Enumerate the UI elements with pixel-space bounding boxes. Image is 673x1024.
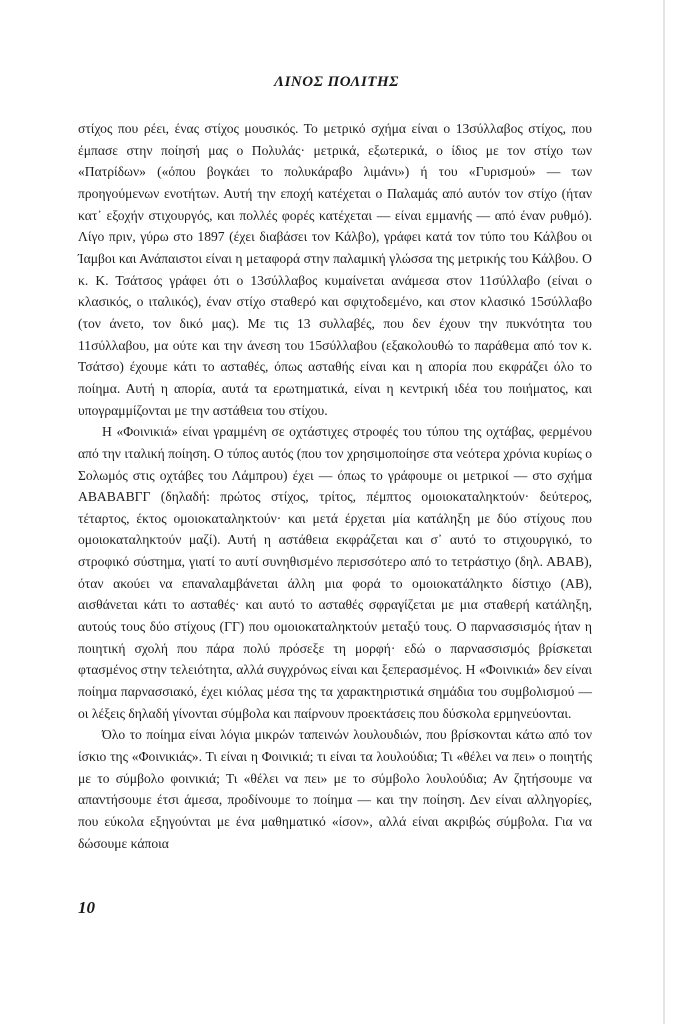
paragraph-3: Όλο το ποίημα είναι λόγια μικρών ταπεινών λουλουδιών, που βρίσκονται κάτω από τον ίσκιο της «Φοινικιάς». Τι είναι η Φοινικιά; τι είναι τα λουλούδια; Τι «θέλει να πει» ο ποιητής με το σύμβολο φοινικιά; Τι «θέλει να πει» με το σύμβολο λουλούδια; Αν ζητήσουμε να απαντήσουμε έτσι άμεσα, προδίνουμε το ποίημα — και την ποίηση. Δεν είναι αλληγορίες, που εύκολα εξηγούνται με ένα μαθηματικό «ίσον», αλλά είναι ακριβώς σύμβολα. Για να δώσουμε κάποια (78, 727, 592, 851)
body-text (78, 118, 592, 854)
running-head: ΛΙΝΟΣ ΠΟΛΙΤΗΣ (274, 74, 399, 90)
paragraph-2: Η «Φοινικιά» είναι γραμμένη σε οχτάστιχες στροφές του τύπου της οχτάβας, φερμένου από την ιταλική ποίηση. Ο τύπος αυτός (που τον χρησιμοποίησε στα νεότερα χρόνια κυρίως ο Σολωμός στις οχτάβες του Λάμπρου) έχει — όπως το γράφουμε οι μετρικοί — στο σχήμα ΑΒΑΒΑΒΓΓ (δηλαδή: πρώτος στίχος, τρίτος, πέμπτος ομοιοκαταληκτούν· δεύτερος, τέταρτος, έκτος ομοιοκαταληκτούν· και μετά έρχεται μία κατάληξη με δύο στίχους που ομοιοκαταληκτούν μαζί). Αυτή η αστάθεια εκφράζεται και σ᾽ αυτό το στιχουργικό, το στροφικό σύστημα, γιατί το αυτί συνηθισμένο περισσότερο από το τετράστιχο (δηλ. ΑΒΑΒ), όταν ακούει να επαναλαμβάνεται άλλη μια φορά το ομοιοκατάληκτο δίστιχο (ΑΒ), αισθάνεται κάτι το ασταθές· και αυτό το ασταθές σφραγίζεται με μια σταθερή κατάληξη, αυτούς τους δύο στίχους (ΓΓ) που ομοιοκαταληκτούν μεταξύ τους. Ο παρνασσισμός ήταν η ποιητική σχολή που πάρα πολύ πρόσεξε τη μορφή· εδώ ο παρνασσισμός βρίσκεται φτασμένος στην τελειότητα, αλλά συγχρόνως είναι και ξεπερασμένος. Η «Φοινικιά» δεν είναι ποίημα παρνασσιακό, έχει κιόλας μέσα της τα χαρακτηριστικά σημάδια του συμβολισμού — οι λέξεις δηλαδή γίνονται σύμβολα και παίρνουν προεκτάσεις που δύσκολα ερμηνεύονται. (78, 424, 592, 721)
paragraph-1: στίχος που ρέει, ένας στίχος μουσικός. Το μετρικό σχήμα είναι ο 13σύλλαβος στίχος, που έμπασε στην ποίησή μας ο Πολυλάς· μετρικά, εξωτερικά, ο ίδιος με τον στίχο των «Πατρίδων» («όπου βογκάει το πολυκάραβο λιμάνι») ή του «Γυρισμού» — των προηγούμενων ενοτήτων. Αυτή την εποχή κατέχεται ο Παλαμάς από αυτόν τον στίχο (ήταν κατ᾽ εξοχήν στιχουργός, και πολλές φορές κατέχεται — είναι εμμανής — από έναν ρυθμό). Λίγο πριν, γύρω στο 1897 (έχει διαβάσει τον Κάλβο), γράφει κατά τον τύπο του Κάλβου οι Ίαμβοι και Ανάπαιστοι είναι η μεταφορά στην παλαμική γλώσσα της μετρικής του Κάλβου. Ο κ. Κ. Τσάτσος γράφει ότι ο 13σύλλαβος κυμαίνεται ανάμεσα στον 11σύλλαβο (είναι ο κλασικός, ο ιταλικός), έναν στίχο σταθερό και σφιχτοδεμένο, και στον κλασικό 15σύλλαβο (τον άνετο, τον δικό μας). Με τις 13 συλλαβές, που δεν έχουν την πυκνότητα του 11σύλλαβου, μα ούτε και την άνεση του 15σύλλαβου (εξακολουθώ το παράθεμα από τον κ. Τσάτσο) έχουμε κάτι το ασταθές, όπως ασταθής είναι και η απορία που εκφράζει όλο το ποίημα. Αυτή η απορία, αυτά τα ερωτηματικά, είναι η κεντρική ιδέα του ποιήματος, και υπογραμμίζονται με την αστάθεια του στίχου. (78, 121, 592, 418)
page-edge (663, 0, 665, 1024)
page-number: 10 (78, 898, 95, 917)
